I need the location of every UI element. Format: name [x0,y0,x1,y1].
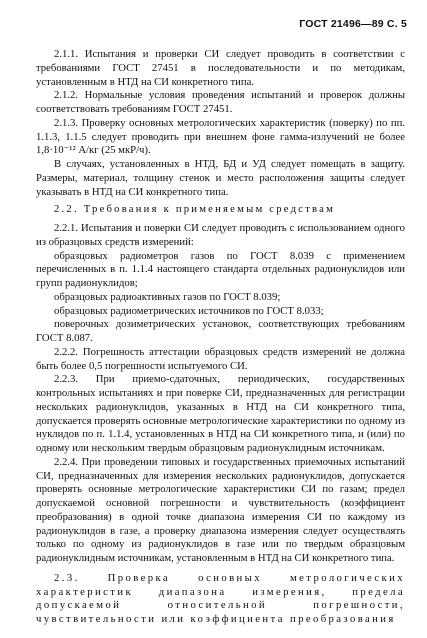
list-item-sources: образцовых радиометрических источников по ГОСТ 8.033; [54,304,324,317]
paragraph-2-2-2: 2.2.2. Погрешность аттестации образцовых средств измерений не должна быть более 0,5 погрешности испытуемого СИ. [36,345,405,372]
section-heading-2-2: 2.2. Требования к применяемым средствам [54,203,336,216]
paragraph-2-2-1: 2.2.1. Испытания и поверки СИ следует проводить с использованием одного из образцовых средств измерений: [36,222,405,248]
document-body [36,48,405,627]
page-header: ГОСТ 21496—89 С. 5 [299,18,407,30]
paragraph-2-2-4: 2.2.4. При проведении типовых и государственных приемочных испытаний СИ, предназначенных для измерения нескольких радионуклидов, допускается проверять основные метрологические характеристики СИ по газам; предел допускаемой основной погрешности и чувствительность (коэффициент преобразования) в одной точке диапазона измерения СИ по каждому из радионуклидов в газе, а проверку диапазона измерения следует осуществлять только по одному из радионуклидов в газе или по твердым образцовым радионуклидным источникам, установленным в НТД на СИ конкретного типа. [36,455,405,564]
paragraph-shielding: В случаях, установленных в НТД, БД и УД следует помещать в защиту. Размеры, материал, толщину стенок и место расположения защиты следует указывать в НТД на СИ конкретного типа. [36,158,405,198]
paragraph-2-2-3: 2.2.3. При приемо-сдаточных, периодических, государственных контрольных испытаниях и при поверке СИ, предназначенных для регистрации нескольких радионуклидов, указанных в НТД на СИ конкретного типа, допускается проверять основные метрологические характеристики по одному из нуклидов по п. 1.1.4, установленных в НТД на СИ конкретного типа, и (или) по одному или нескольким твердым образцовым радионуклидным источникам. [36,373,405,454]
list-item-gases: образцовых радиоактивных газов по ГОСТ 8.039; [54,290,281,303]
paragraph-2-1-1: 2.1.1. Испытания и проверки СИ следует проводить в соответствии с требованиями ГОСТ 27451 в последовательности и по методикам, установленным в НТД на СИ конкретного типа. [36,48,405,88]
paragraph-2-1-2: 2.1.2. Нормальные условия проведения испытаний и проверок должны соответствовать требованиям ГОСТ 27451. [36,89,405,115]
paragraph-2-1-3: 2.1.3. Проверку основных метрологических характеристик (поверку) по пп. 1.1.3, 1.1.5 следует проводить при внешнем фоне гамма-излучений не более 1,8·10⁻¹² А/кг (25 мкР/ч). [36,116,405,157]
list-item-installations: поверочных дозиметрических установок, соответствующих требованиям ГОСТ 8.087. [36,318,405,344]
section-heading-2-3: 2.3. Проверка основных метрологических характеристик диапазона измерения, предела допускаемой относительной погрешности, чувствительности или коэффициента преобразования [36,571,405,625]
list-item-radiometers: образцовых радиометров газов по ГОСТ 8.039 с применением перечисленных в п. 1.1.4 настоящего стандарта отдельных радионуклидов или групп радионуклидов; [36,249,405,289]
